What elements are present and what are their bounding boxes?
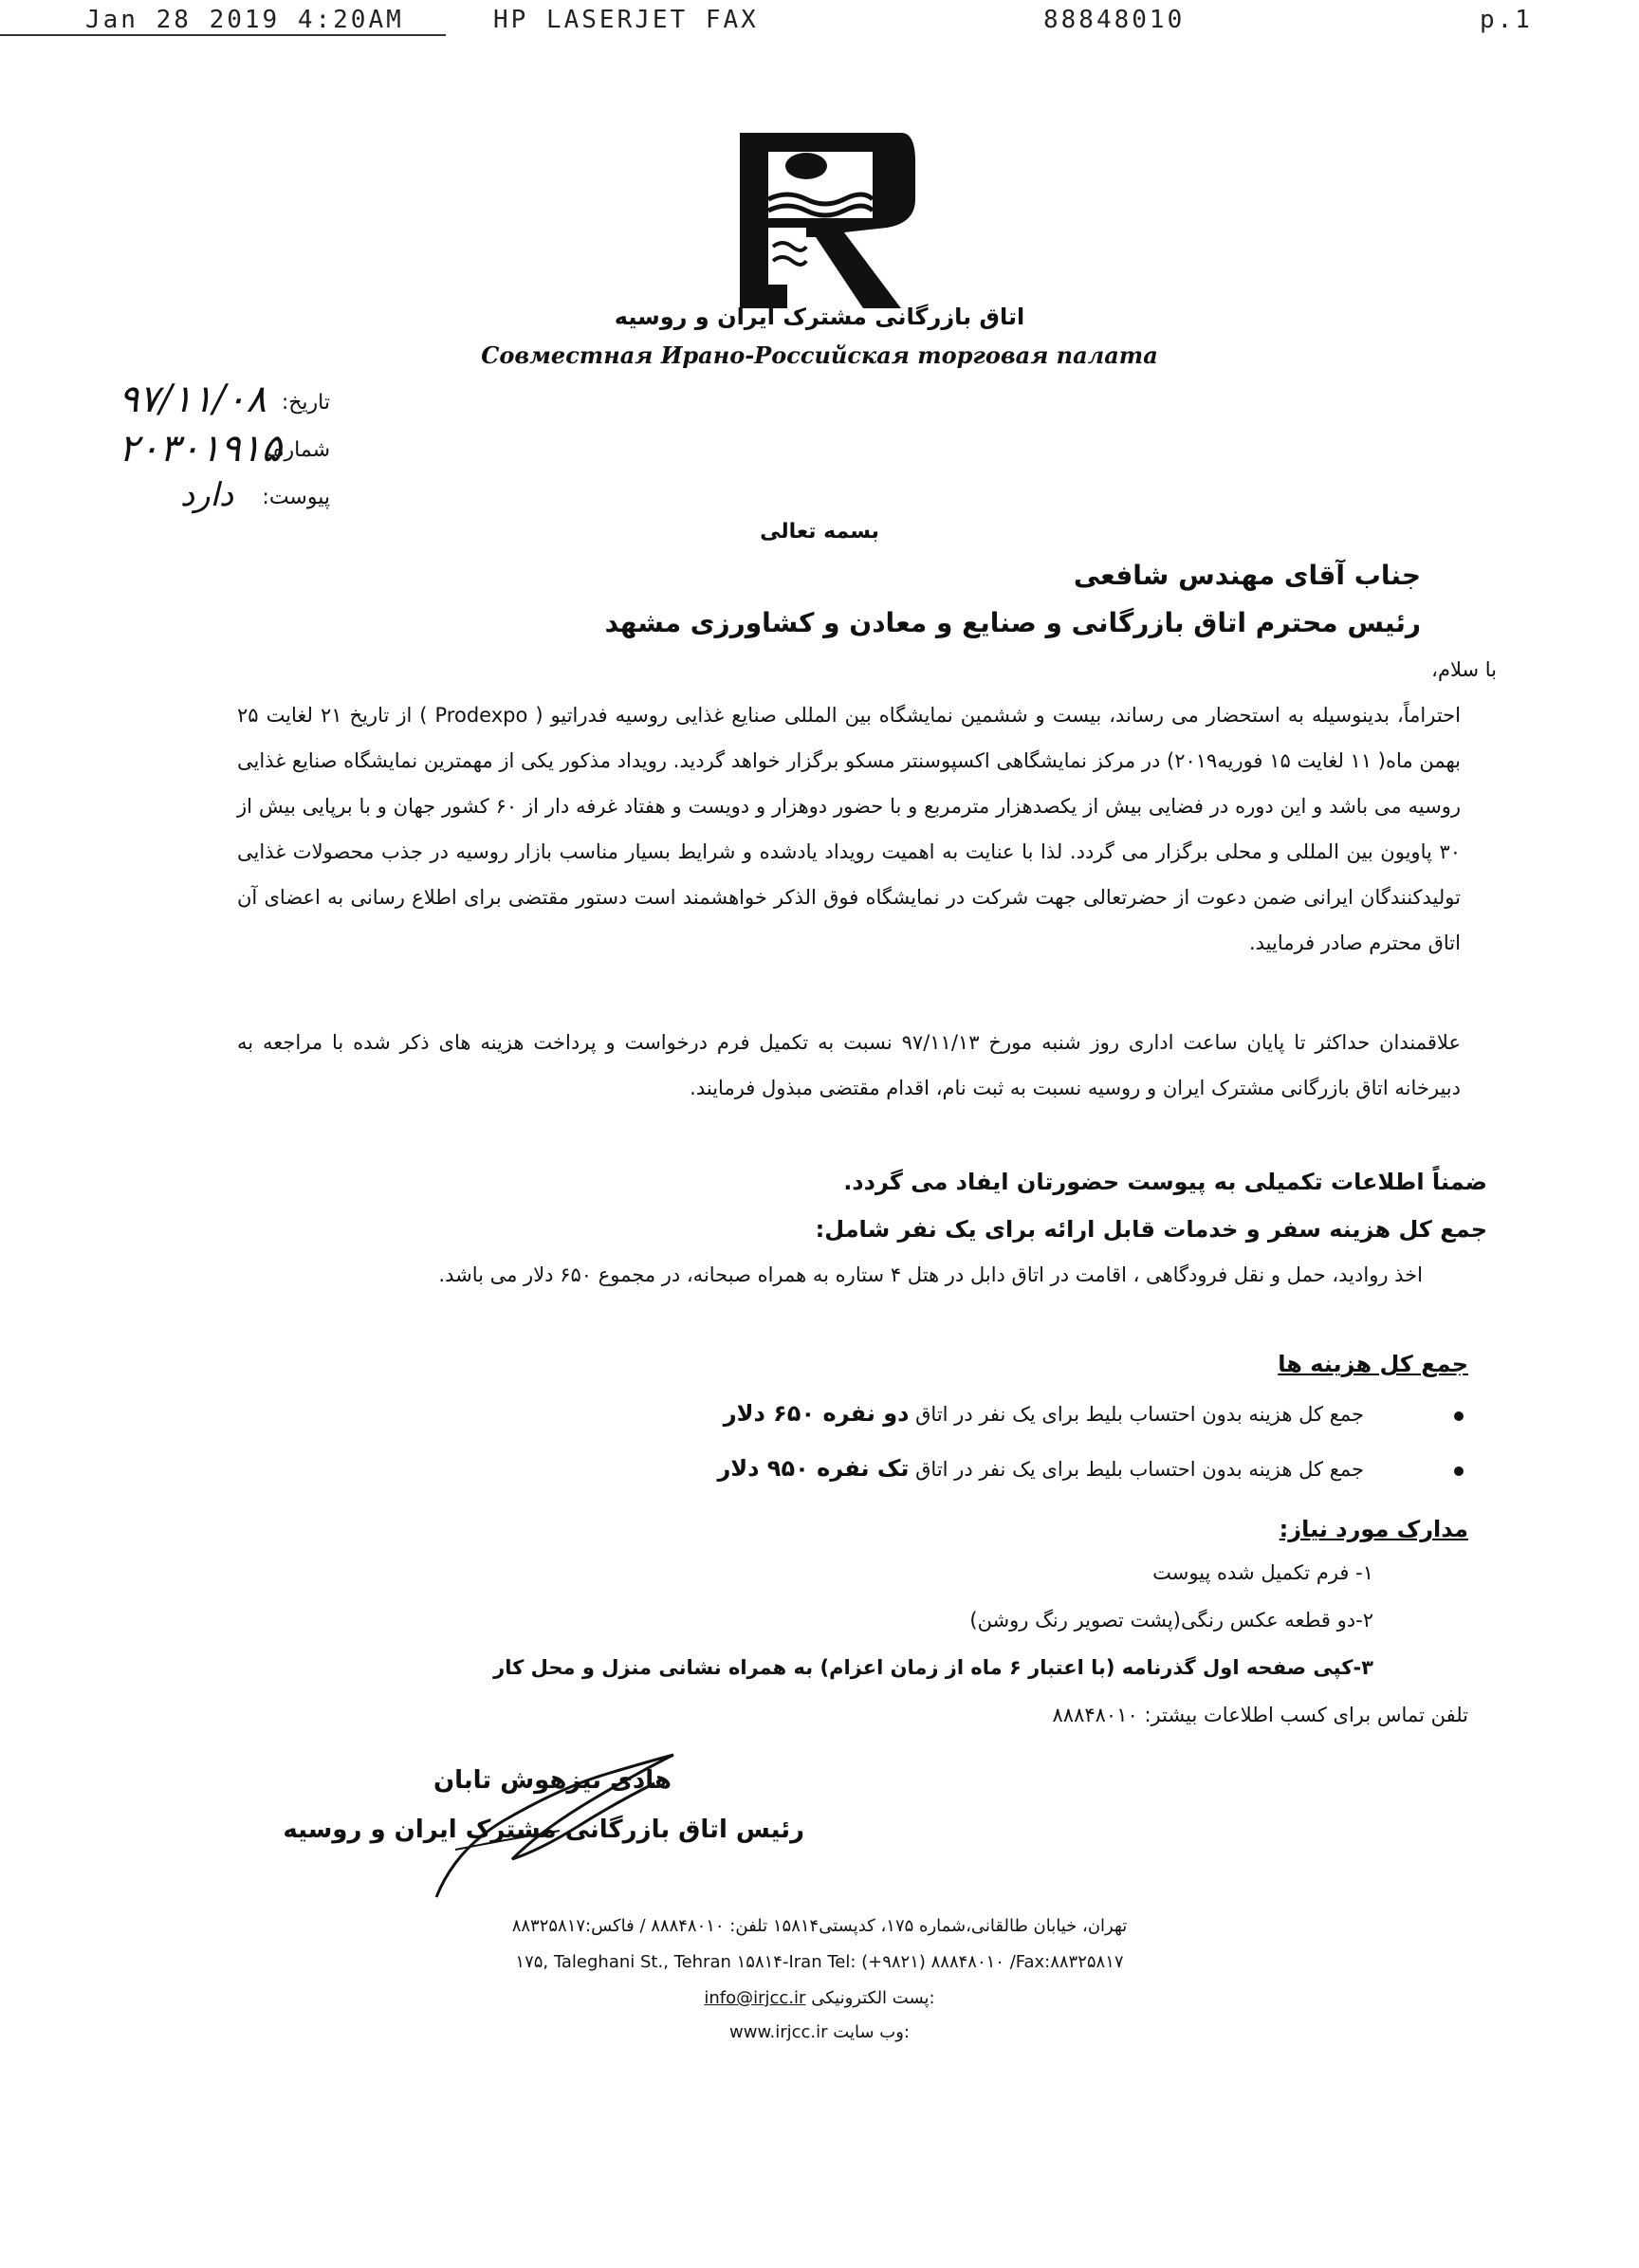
doc-item: ۲-دو قطعه عکس رنگی(پشت تصویر رنگ روشن) bbox=[969, 1609, 1373, 1632]
list-item bbox=[717, 1455, 1364, 1482]
bullet-amount: تک نفره ۹۵۰ دلار bbox=[717, 1455, 910, 1482]
fax-underline bbox=[0, 34, 446, 36]
org-name-ru: Совместная Ирано-Российская торговая палата bbox=[481, 341, 1158, 369]
cost-heading: جمع کل هزینه سفر و خدمات قابل ارائه برای یک نفر شامل: bbox=[815, 1216, 1487, 1243]
contact-phone: تلفن تماس برای کسب اطلاعات بیشتر: ۸۸۸۴۸۰۱۰ bbox=[1052, 1704, 1468, 1726]
paragraph-registration: علاقمندان حداکثر تا پایان ساعت اداری روز شنبه مورخ ۹۷/۱۱/۱۳ نسبت به تکمیل فرم درخواست و پرداخت هزینه های ذکر شده با مراجعه به دبیرخانه اتاق بازرگانی مشترک ایران و روسیه نسبت به ثبت نام، اقدام مقتضی مبذول فرمایند. bbox=[237, 1031, 1461, 1099]
signatory-name: هادی تیزهوش تابان bbox=[433, 1766, 672, 1795]
docs-heading: مدارک مورد نیاز: bbox=[1279, 1516, 1468, 1542]
org-name-fa: اتاق بازرگانی مشترک ایران و روسیه bbox=[614, 304, 1025, 330]
number-label: شماره: bbox=[266, 438, 330, 462]
email-label: پست الکترونیکی: bbox=[811, 1988, 935, 2008]
fax-number: 88848010 bbox=[1043, 6, 1186, 34]
paragraph-main: احتراماً، بدینوسیله به استحضار می رساند، بیست و ششمین نمایشگاه بین المللی صنایع غذایی روسیه فدراتیو ( Prodexpo ) از تاریخ ۲۱ لغایت ۲۵ بهمن ماه( ۱۱ لغایت ۱۵ فوریه۲۰۱۹) در مرکز نمایشگاهی اکسپوسنتر مسکو برگزار خواهد گردید. رویداد مذکور یکی از مهمترین نمایشگاه صنایع غذایی روسیه می باشد و این دوره در فضایی بیش از یکصدهزار مترمربع و با حضور دوهزار و دویست و هفتاد غرفه دار از ۶۰ کشور جهان و با برپایی بیش از ۳۰ پاویون بین المللی و محلی برگزار می گردد. لذا با عنایت به اهمیت رویداد یادشده و شرایط بسیار مناسب بازار روسیه در جذب محصولات غذایی تولیدکنندگان ایرانی ضمن دعوت از حضرتعالی جهت شرکت در نمایشگاه فوق الذکر خواهشمند است دستور مقتضی برای اطلاع رسانی به اعضای آن اتاق محترم صادر فرمایید. bbox=[237, 704, 1462, 954]
footer-address-fa: تهران، خیابان طالقانی،شماره ۱۷۵، کدپستی۱۵۸۱۴ تلفن: ۸۸۸۴۸۰۱۰ / فاکس:۸۸۳۲۵۸۱۷ bbox=[511, 1916, 1128, 1936]
handwritten-signature-icon bbox=[398, 1736, 759, 1907]
fax-header bbox=[0, 0, 1639, 38]
attachment-value: دارد bbox=[180, 476, 234, 514]
supplementary-note: ضمناً اطلاعات تکمیلی به پیوست حضورتان ایفاد می گردد. bbox=[843, 1169, 1487, 1195]
fax-page: p.1 bbox=[1480, 6, 1533, 34]
bullet-dot-icon bbox=[1454, 1466, 1464, 1476]
bullet-text: جمع کل هزینه بدون احتساب بلیط برای یک نفر در اتاق bbox=[915, 1403, 1364, 1426]
fax-date: Jan 28 2019 4:20AM bbox=[85, 6, 404, 34]
footer-email-row bbox=[0, 1988, 1639, 2008]
doc-item: ۳-کپی صفحه اول گذرنامه (با اعتبار ۶ ماه از زمان اعزام) به همراه نشانی منزل و محل کار bbox=[493, 1656, 1373, 1679]
bullet-amount: دو نفره ۶۵۰ دلار bbox=[723, 1400, 910, 1427]
cost-description: اخذ روادید، حمل و نقل فرودگاهی ، اقامت در اتاق دابل در هتل ۴ ستاره به همراه صبحانه، در مجموع ۶۵۰ دلار می باشد. bbox=[438, 1263, 1423, 1286]
greeting: با سلام، bbox=[1431, 658, 1497, 681]
web-label: وب سایت: bbox=[833, 2022, 910, 2042]
number-value: ۲۰۳۰۱۹۱۵ bbox=[119, 427, 282, 470]
date-value: ۹۷/۱۱/۰۸ bbox=[119, 378, 267, 421]
footer-address-en: ۱۷۵, Taleghani St., Tehran ۱۵۸۱۴-Iran Tel: (+۹۸۲۱) ۸۸۸۴۸۰۱۰ /Fax:۸۸۳۲۵۸۱۷ bbox=[515, 1952, 1124, 1972]
doc-item: ۱- فرم تکمیل شده پیوست bbox=[1152, 1561, 1373, 1584]
chamber-logo-icon bbox=[730, 123, 920, 313]
total-heading: جمع کل هزینه ها bbox=[1278, 1351, 1468, 1377]
date-label: تاریخ: bbox=[281, 391, 330, 415]
signatory-title: رئیس اتاق بازرگانی مشترک ایران و روسیه bbox=[283, 1816, 804, 1844]
bullet-dot-icon bbox=[1454, 1411, 1464, 1421]
addressee-title: رئیس محترم اتاق بازرگانی و صنایع و معادن و کشاورزی مشهد bbox=[604, 607, 1421, 638]
bullet-text: جمع کل هزینه بدون احتساب بلیط برای یک نفر در اتاق bbox=[915, 1458, 1364, 1481]
email-link[interactable]: info@irjcc.ir bbox=[704, 1988, 806, 2008]
invocation: بسمه تعالی bbox=[760, 520, 879, 544]
list-item bbox=[724, 1400, 1364, 1427]
addressee: جناب آقای مهندس شافعی bbox=[1073, 560, 1421, 591]
attachment-label: پیوست: bbox=[262, 486, 330, 509]
footer-web-row bbox=[0, 2022, 1639, 2042]
web-link[interactable]: www.irjcc.ir bbox=[729, 2022, 828, 2042]
fax-device: HP LASERJET FAX bbox=[493, 6, 759, 34]
